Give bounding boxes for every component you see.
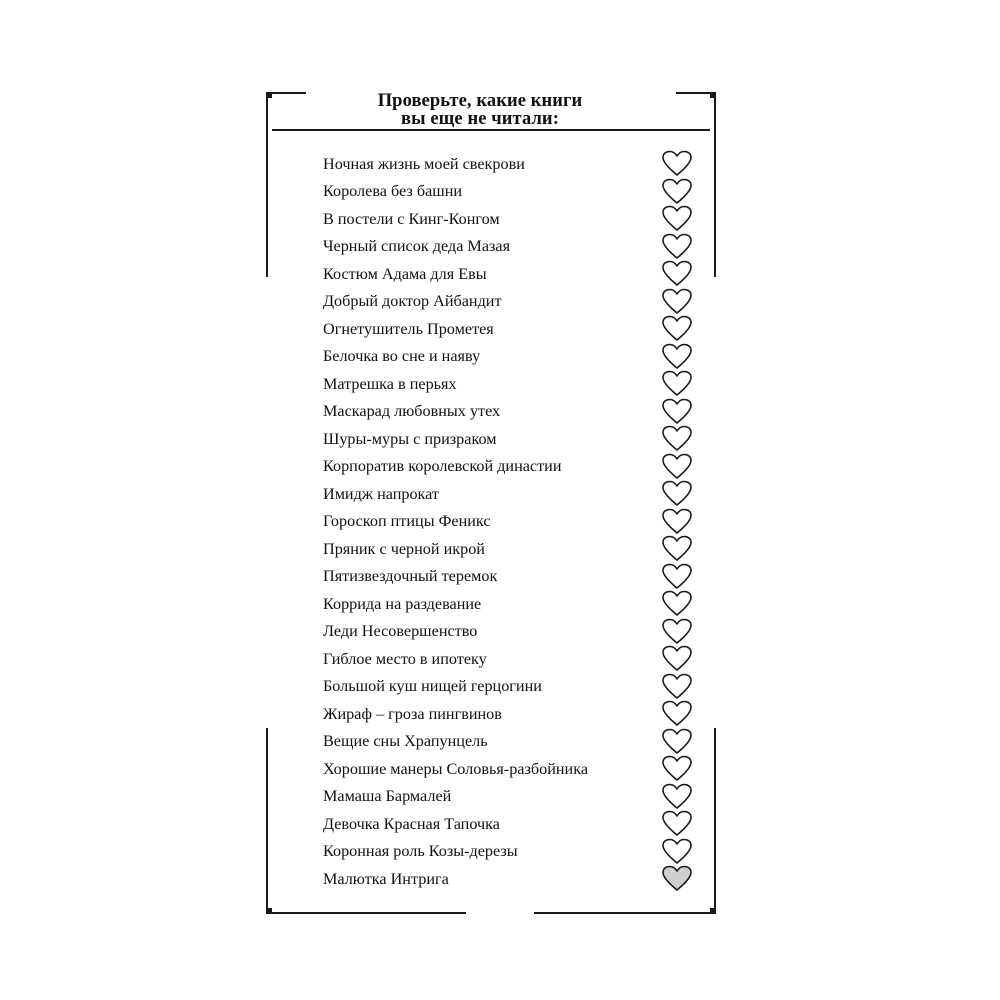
- book-title: Пятизвездочный теремок: [323, 567, 498, 586]
- frame-edge-right-upper: [714, 92, 716, 277]
- list-item: [323, 755, 693, 783]
- page-title-line-2: вы еще не читали:: [401, 109, 559, 129]
- heart-outline-icon[interactable]: [662, 590, 692, 617]
- list-item: [323, 618, 693, 646]
- heart-outline-icon[interactable]: [662, 673, 692, 700]
- heart-outline-icon[interactable]: [662, 398, 692, 425]
- frame-edge-right-lower: [714, 728, 716, 914]
- book-title: Добрый доктор Айбандит: [323, 292, 502, 311]
- book-title: Жираф – гроза пингвинов: [323, 704, 502, 723]
- list-item: [323, 343, 693, 371]
- heading-rule: [272, 129, 710, 131]
- book-title: Черный список деда Мазая: [323, 237, 511, 256]
- list-item: [323, 425, 693, 453]
- list-item: [323, 370, 693, 398]
- list-item: [323, 205, 693, 233]
- book-title: Костюм Адама для Евы: [323, 264, 487, 283]
- book-title: Матрешка в перьях: [323, 374, 457, 393]
- frame-corner-bottom-left: [266, 908, 272, 914]
- list-item: [323, 288, 693, 316]
- heart-outline-icon[interactable]: [662, 260, 692, 287]
- list-item: [323, 315, 693, 343]
- frame-edge-left-lower: [266, 728, 268, 914]
- book-title: Коронная роль Козы-дерезы: [323, 842, 518, 861]
- book-title: Девочка Красная Тапочка: [323, 814, 500, 833]
- list-item: [323, 673, 693, 701]
- book-title: Малютка Интрига: [323, 869, 449, 888]
- page-title: [300, 92, 660, 128]
- list-item: [323, 700, 693, 728]
- list-item: [323, 480, 693, 508]
- list-item: [323, 233, 693, 261]
- heart-outline-icon[interactable]: [662, 343, 692, 370]
- frame-edge-left-upper: [266, 92, 268, 277]
- list-item: [323, 453, 693, 481]
- heart-outline-icon[interactable]: [662, 810, 692, 837]
- heart-outline-icon[interactable]: [662, 838, 692, 865]
- list-item: [323, 865, 693, 893]
- book-title: Корпоратив королевской династии: [323, 457, 562, 476]
- list-item: [323, 645, 693, 673]
- list-item: [323, 590, 693, 618]
- heart-outline-icon[interactable]: [662, 480, 692, 507]
- heart-outline-icon[interactable]: [662, 618, 692, 645]
- book-title: Королева без башни: [323, 182, 463, 201]
- heart-outline-icon[interactable]: [662, 755, 692, 782]
- book-title: Ночная жизнь моей свекрови: [323, 154, 525, 173]
- heart-outline-icon[interactable]: [662, 783, 692, 810]
- heart-outline-icon[interactable]: [662, 508, 692, 535]
- heart-outline-icon[interactable]: [662, 288, 692, 315]
- list-item: [323, 178, 693, 206]
- list-item: [323, 810, 693, 838]
- heart-filled-icon[interactable]: [662, 865, 692, 892]
- book-title: Шуры-муры с призраком: [323, 429, 497, 448]
- list-item: [323, 535, 693, 563]
- page-title-line-1: Проверьте, какие книги: [377, 91, 583, 111]
- list-item: [323, 508, 693, 536]
- heart-outline-icon[interactable]: [662, 425, 692, 452]
- book-title: Гороскоп птицы Феникс: [323, 512, 491, 531]
- heart-outline-icon[interactable]: [662, 150, 692, 177]
- list-item: [323, 398, 693, 426]
- book-title: Леди Несовершенство: [323, 622, 478, 641]
- book-title: В постели с Кинг-Конгом: [323, 209, 500, 228]
- heart-outline-icon[interactable]: [662, 645, 692, 672]
- book-title: Мамаша Бармалей: [323, 787, 452, 806]
- book-title: Огнетушитель Прометея: [323, 319, 494, 338]
- book-title: Хорошие манеры Соловья-разбойника: [323, 759, 588, 778]
- list-item: [323, 728, 693, 756]
- heart-outline-icon[interactable]: [662, 233, 692, 260]
- heart-outline-icon[interactable]: [662, 535, 692, 562]
- book-title: Вещие сны Храпунцель: [323, 732, 488, 751]
- list-item: [323, 783, 693, 811]
- frame-edge-bottom-left: [266, 912, 466, 914]
- book-title: Гиблое место в ипотеку: [323, 649, 487, 668]
- heart-outline-icon[interactable]: [662, 315, 692, 342]
- book-checklist: [323, 150, 693, 893]
- book-title: Коррида на раздевание: [323, 594, 482, 613]
- list-item: [323, 838, 693, 866]
- frame-edge-bottom-right: [534, 912, 716, 914]
- book-title: Большой куш нищей герцогини: [323, 677, 542, 696]
- heart-outline-icon[interactable]: [662, 178, 692, 205]
- book-title: Имидж напрокат: [323, 484, 440, 503]
- book-title: Белочка во сне и наяву: [323, 347, 481, 366]
- list-item: [323, 260, 693, 288]
- heart-outline-icon[interactable]: [662, 453, 692, 480]
- book-title: Пряник с черной икрой: [323, 539, 485, 558]
- list-item: [323, 563, 693, 591]
- heart-outline-icon[interactable]: [662, 370, 692, 397]
- heart-outline-icon[interactable]: [662, 205, 692, 232]
- heart-outline-icon[interactable]: [662, 700, 692, 727]
- frame-edge-top-right: [676, 92, 716, 94]
- frame-corner-bottom-right: [710, 908, 716, 914]
- heart-outline-icon[interactable]: [662, 563, 692, 590]
- list-item: [323, 150, 693, 178]
- book-title: Маскарад любовных утех: [323, 402, 501, 421]
- heart-outline-icon[interactable]: [662, 728, 692, 755]
